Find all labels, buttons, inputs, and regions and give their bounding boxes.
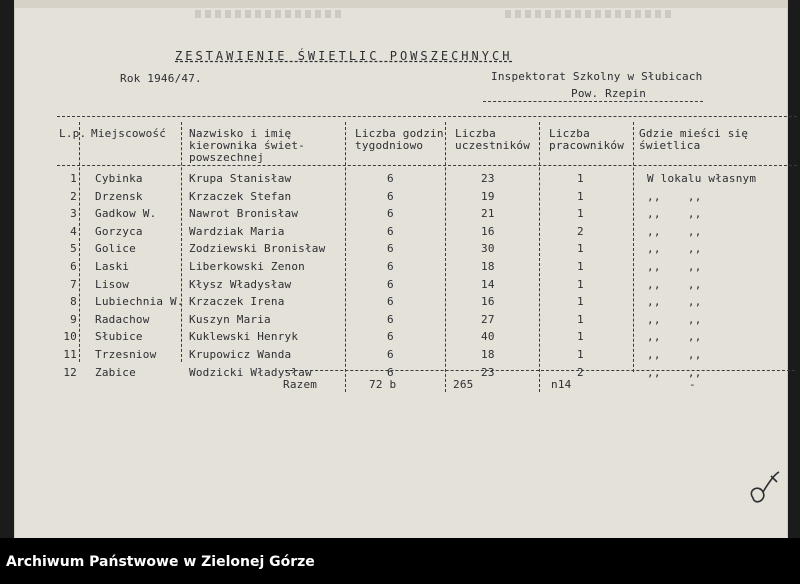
handwritten-page-number [745,468,785,508]
table-cell-n: 10 [63,330,77,344]
table-cell-location: ,, ,, [647,277,702,291]
table-cell-n: 1 [70,172,77,185]
table-cell-participants: 16 [481,224,495,238]
table-cell-n: 11 [63,348,77,361]
table-cell-place: Trzesniow [95,348,157,361]
document-page [14,0,788,538]
bleed-through-text [505,10,675,18]
table-cell-hours: 6 [387,242,394,256]
totals-label: Razem [283,378,318,391]
table-cell-location: ,, ,, [647,207,702,221]
header-workers: Liczba pracowników [549,127,625,152]
table-cell-participants: 21 [481,207,495,221]
table-cell-manager: Krzaczek Stefan [189,189,292,203]
table-cell-n: 5 [70,242,77,256]
school-year: Rok 1946/47. [120,72,202,85]
table-cell-hours: 6 [387,365,394,379]
district: Pow. Rzepin [571,87,647,100]
archive-footer [0,538,800,584]
totals-workers: n14 [551,378,572,391]
inspectorate: Inspektorat Szkolny w Słubicach [491,70,703,83]
table-cell-workers: 1 [577,172,584,185]
column-divider [539,122,540,392]
table-cell-manager: Kłysz Władysław [189,277,292,291]
header-hours: Liczba godzin tygodniowo [355,127,444,152]
table-cell-n: 2 [70,189,77,203]
table-cell-workers: 2 [577,224,584,238]
table-cell-participants: 18 [481,348,495,361]
table-cell-manager: Krupa Stanisław [189,172,292,185]
table-cell-manager: Kuklewski Henryk [189,330,299,344]
table-cell-place: Laski [95,260,130,273]
table-cell-location: ,, ,, [647,224,702,238]
column-divider [633,122,634,372]
header-location: Gdzie mieści się świetlica [639,127,749,152]
totals-participants: 265 [453,378,474,391]
table-cell-place: Cybinka [95,172,143,185]
table-cell-participants: 16 [481,295,495,309]
table-cell-manager: Wodzicki Władysław [189,365,312,379]
table-cell-manager: Krupowicz Wanda [189,348,292,361]
header-manager: Nazwisko i imię kierownika świet- powszechnej [189,127,305,164]
column-divider [181,122,182,362]
table-cell-hours: 6 [387,312,394,326]
table-cell-place: Gadkow W. [95,207,157,221]
table-cell-location: ,, ,, [647,295,702,309]
document-title: ZESTAWIENIE ŚWIETLIC POWSZECHNYCH [175,49,513,63]
table-cell-participants: 23 [481,172,495,185]
table-cell-n: 7 [70,277,77,291]
table-cell-workers: 1 [577,348,584,361]
table-cell-workers: 1 [577,277,584,291]
table-cell-hours: 6 [387,348,394,361]
header-bottom-rule [57,165,797,166]
table-cell-hours: 6 [387,330,394,344]
table-cell-location: ,, ,, [647,348,702,361]
table-cell-hours: 6 [387,295,394,309]
table-cell-hours: 6 [387,207,394,221]
table-cell-location: ,, ,, [647,242,702,256]
table-cell-place: Gorzyca [95,224,143,238]
table-cell-manager: Krzaczek Irena [189,295,285,309]
table-cell-place: Radachow [95,312,150,326]
table-cell-location: ,, ,, [647,260,702,273]
district-underline [483,101,703,102]
table-cell-place: Zabice [95,365,136,379]
table-cell-manager: Nawrot Bronisław [189,207,299,221]
totals-rule [285,370,795,371]
table-cell-workers: 1 [577,242,584,256]
table-cell-participants: 23 [481,365,495,379]
table-cell-manager: Liberkowski Zenon [189,260,305,273]
table-cell-workers: 2 [577,365,584,379]
table-cell-hours: 6 [387,224,394,238]
column-divider [345,122,346,392]
table-cell-n: 3 [70,207,77,221]
table-cell-place: Lisow [95,277,130,291]
table-cell-hours: 6 [387,260,394,273]
table-cell-workers: 1 [577,330,584,344]
column-divider [445,122,446,392]
table-cell-participants: 30 [481,242,495,256]
header-lp: L.p. [59,127,87,140]
table-cell-workers: 1 [577,189,584,203]
table-cell-participants: 40 [481,330,495,344]
table-top-rule [57,116,797,117]
table-cell-location: ,, ,, [647,312,702,326]
table-cell-workers: 1 [577,312,584,326]
table-cell-place: Lubiechnia W. [95,295,184,309]
totals-hours: 72 b [369,378,397,391]
table-cell-workers: 1 [577,207,584,221]
header-participants: Liczba uczestników [455,127,531,152]
table-cell-n: 4 [70,224,77,238]
table-cell-participants: 18 [481,260,495,273]
bleed-through-text [195,10,345,18]
table-cell-manager: Wardziak Maria [189,224,285,238]
column-divider [79,122,80,362]
table-cell-participants: 14 [481,277,495,291]
table-cell-place: Drzensk [95,189,143,203]
table-cell-workers: 1 [577,260,584,273]
table-cell-hours: 6 [387,189,394,203]
header-place: Miejscowość [91,127,167,140]
table-cell-participants: 19 [481,189,495,203]
table-cell-n: 6 [70,260,77,273]
table-cell-n: 12 [63,365,77,379]
table-cell-participants: 27 [481,312,495,326]
totals-location: - [689,378,696,391]
archive-name: Archiwum Państwowe w Zielonej Górze [6,554,315,570]
table-cell-location: W lokalu własnym [647,172,757,185]
table-cell-place: Słubice [95,330,143,344]
table-cell-manager: Zodziewski Bronisław [189,242,326,256]
table-cell-place: Golice [95,242,136,256]
table-cell-location: ,, ,, [647,330,702,344]
table-cell-location: ,, ,, [647,189,702,203]
page-top-edge [15,0,787,8]
table-cell-n: 8 [70,295,77,309]
table-cell-n: 9 [70,312,77,326]
table-cell-workers: 1 [577,295,584,309]
table-cell-hours: 6 [387,277,394,291]
table-cell-hours: 6 [387,172,394,185]
table-cell-location: ,, ,, [647,365,702,379]
table-cell-manager: Kuszyn Maria [189,312,271,326]
